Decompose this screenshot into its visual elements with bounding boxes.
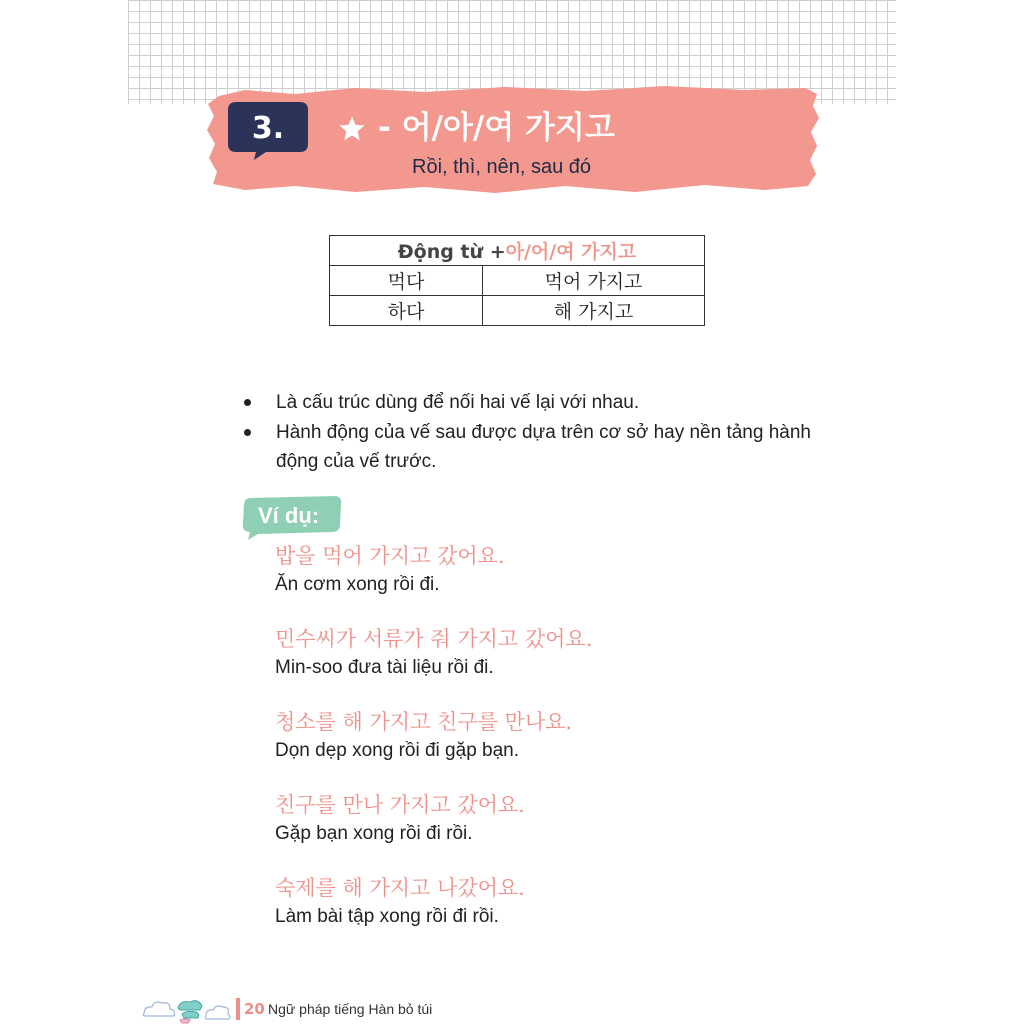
example-korean: 민수씨가 서류가 줘 가지고 갔어요. [275, 627, 593, 651]
table-header-suffix: 아/어/여 가지고 [505, 241, 637, 263]
grammar-subtitle: Rồi, thì, nên, sau đó [412, 156, 592, 178]
examples-list [275, 540, 875, 955]
example-item [275, 706, 875, 789]
table-header-prefix: Động từ + [397, 241, 506, 263]
example-translation: Dọn dẹp xong rồi đi gặp bạn. [275, 740, 520, 761]
section-number: 3. [251, 111, 285, 146]
grammar-title: - 어/아/여 가지고 [378, 110, 615, 146]
table-header-row [330, 236, 705, 266]
example-translation: Gặp bạn xong rồi đi rồi. [275, 823, 473, 844]
list-item [240, 388, 820, 417]
book-title: Ngữ pháp tiếng Hàn bỏ túi [268, 1001, 433, 1017]
example-translation: Ăn cơm xong rồi đi. [275, 574, 440, 595]
table-cell-form: 해 가지고 [483, 296, 705, 326]
example-label: Ví dụ: [258, 503, 320, 528]
example-korean: 친구를 만나 가지고 갔어요. [275, 793, 525, 817]
table-header-cell [330, 236, 705, 266]
example-item [275, 789, 875, 872]
list-item-text: Là cấu trúc dùng để nối hai vế lại với nhau. [276, 392, 640, 413]
example-item [275, 540, 875, 623]
example-item [275, 872, 875, 955]
table-cell-verb: 먹다 [330, 266, 483, 296]
table-row [330, 296, 705, 326]
example-item [275, 623, 875, 706]
page-footer [140, 994, 640, 1024]
star-icon [337, 114, 367, 144]
list-item [240, 418, 820, 476]
explanation-list [240, 388, 820, 477]
example-korean: 청소를 해 가지고 친구를 만나요. [275, 710, 573, 734]
clouds-icon [140, 994, 232, 1024]
example-korean: 숙제를 해 가지고 나갔어요. [275, 876, 525, 900]
table-cell-form: 먹어 가지고 [483, 266, 705, 296]
example-translation: Làm bài tập xong rồi đi rồi. [275, 906, 499, 927]
table-row [330, 266, 705, 296]
list-item-text: Hành động của vế sau được dựa trên cơ sở hay nền tảng hành động của vế trước. [276, 422, 811, 472]
conjugation-table [329, 235, 705, 326]
bullet-dot-icon [244, 429, 251, 436]
page-number: 20 [244, 1000, 265, 1018]
table-cell-verb: 하다 [330, 296, 483, 326]
bullet-dot-icon [244, 399, 251, 406]
footer-divider [236, 998, 240, 1020]
example-korean: 밥을 먹어 가지고 갔어요. [275, 544, 505, 568]
example-translation: Min-soo đưa tài liệu rồi đi. [275, 657, 494, 678]
